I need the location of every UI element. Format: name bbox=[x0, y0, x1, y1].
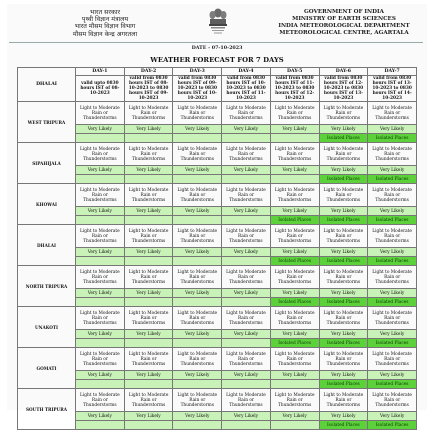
likelihood-cell: Very Likely bbox=[173, 125, 222, 134]
likelihood-cell: Very Likely bbox=[124, 330, 173, 339]
likelihood-cell: Very Likely bbox=[222, 289, 271, 298]
warning-cell: Isolated Places bbox=[368, 421, 417, 430]
forecast-cell: Light to Moderate Rain or Thunderstorms bbox=[76, 266, 125, 289]
warning-cell bbox=[173, 380, 222, 389]
forecast-cell: Light to Moderate Rain or Thunderstorms bbox=[270, 266, 319, 289]
likelihood-cell: Very Likely bbox=[270, 412, 319, 421]
forecast-cell: Light to Moderate Rain or Thunderstorms bbox=[173, 348, 222, 371]
english-line: INDIA METEOROLOGICAL DEPARTMENT bbox=[278, 23, 410, 29]
likelihood-cell: Very Likely bbox=[124, 289, 173, 298]
likelihood-cell: Very Likely bbox=[124, 125, 173, 134]
validity-cell: valid from 0830 hours IST of 13-10-2023 to 0830 hours IST of 14-10-2023 bbox=[368, 76, 417, 102]
warning-cell bbox=[173, 216, 222, 225]
likelihood-cell: Very Likely bbox=[270, 371, 319, 380]
warning-cell: Isolated Places bbox=[270, 216, 319, 225]
forecast-cell: Light to Moderate Rain or Thunderstorms bbox=[124, 348, 173, 371]
day-header: DAY-3 bbox=[173, 68, 222, 76]
forecast-cell: Light to Moderate Rain or Thunderstorms bbox=[173, 225, 222, 248]
warning-cell: Isolated Places bbox=[319, 380, 368, 389]
likelihood-cell: Very Likely bbox=[173, 248, 222, 257]
likelihood-cell: Very Likely bbox=[270, 289, 319, 298]
likelihood-cell: Very Likely bbox=[173, 412, 222, 421]
warning-cell bbox=[76, 339, 125, 348]
forecast-cell: Light to Moderate Rain or Thunderstorms bbox=[368, 102, 417, 125]
validity-cell: valid from 0830 hours IST of 12-10-2023 to 0830 hours IST of 13-10-2023 bbox=[319, 76, 368, 102]
forecast-cell: Light to Moderate Rain or Thunderstorms bbox=[368, 143, 417, 166]
likelihood-row bbox=[18, 371, 417, 380]
header-divider bbox=[9, 42, 423, 43]
likelihood-cell: Very Likely bbox=[173, 330, 222, 339]
likelihood-cell: Very Likely bbox=[270, 248, 319, 257]
likelihood-cell: Very Likely bbox=[76, 371, 125, 380]
likelihood-row bbox=[18, 207, 417, 216]
warning-row bbox=[18, 339, 417, 348]
forecast-cell: Light to Moderate Rain or Thunderstorms bbox=[368, 348, 417, 371]
warning-cell bbox=[76, 298, 125, 307]
warning-cell bbox=[76, 380, 125, 389]
likelihood-cell: Very Likely bbox=[76, 125, 125, 134]
forecast-cell: Light to Moderate Rain or Thunderstorms bbox=[319, 184, 368, 207]
likelihood-cell: Very Likely bbox=[222, 330, 271, 339]
district-name: DHALAI bbox=[18, 225, 76, 266]
forecast-cell: Light to Moderate Rain or Thunderstorms bbox=[76, 143, 125, 166]
forecast-cell: Light to Moderate Rain or Thunderstorms bbox=[173, 102, 222, 125]
warning-cell: Isolated Places bbox=[368, 380, 417, 389]
warning-row bbox=[18, 298, 417, 307]
forecast-cell: Light to Moderate Rain or Thunderstorms bbox=[76, 307, 125, 330]
warning-cell bbox=[173, 175, 222, 184]
forecast-cell: Light to Moderate Rain or Thunderstorms bbox=[222, 143, 271, 166]
warning-cell bbox=[222, 339, 271, 348]
district-forecast-row bbox=[18, 225, 417, 248]
warning-cell: Isolated Places bbox=[319, 175, 368, 184]
warning-cell: Isolated Places bbox=[270, 298, 319, 307]
warning-cell: Isolated Places bbox=[368, 257, 417, 266]
likelihood-cell: Very Likely bbox=[270, 166, 319, 175]
district-name: UNAKOTI bbox=[18, 307, 76, 348]
likelihood-cell: Very Likely bbox=[319, 166, 368, 175]
likelihood-cell: Very Likely bbox=[319, 207, 368, 216]
forecast-cell: Light to Moderate Rain or Thunderstorms bbox=[222, 184, 271, 207]
likelihood-cell: Very Likely bbox=[270, 330, 319, 339]
likelihood-cell: Very Likely bbox=[173, 166, 222, 175]
validity-cell: valid from 0830 hours IST of 10-10-2023 to 0830 hours IST of 11-10-2023 bbox=[222, 76, 271, 102]
issue-date: DATE - 07-10-2023 bbox=[191, 45, 243, 51]
hindi-line: मौसम विज्ञान केन्द्र अगरतला bbox=[72, 30, 138, 38]
likelihood-cell: Very Likely bbox=[368, 412, 417, 421]
validity-cell: valid from 0830 hours IST of 09-10-2023 to 0830 hours IST of 10-10-2023 bbox=[173, 76, 222, 102]
warning-cell bbox=[76, 216, 125, 225]
warning-cell bbox=[222, 257, 271, 266]
warning-cell bbox=[270, 134, 319, 143]
warning-cell: Isolated Places bbox=[270, 257, 319, 266]
forecast-cell: Light to Moderate Rain or Thunderstorms bbox=[319, 266, 368, 289]
warning-cell bbox=[222, 216, 271, 225]
forecast-cell: Light to Moderate Rain or Thunderstorms bbox=[76, 348, 125, 371]
likelihood-row bbox=[18, 248, 417, 257]
warning-cell: Isolated Places bbox=[368, 298, 417, 307]
forecast-cell: Light to Moderate Rain or Thunderstorms bbox=[222, 266, 271, 289]
likelihood-cell: Very Likely bbox=[222, 371, 271, 380]
warning-cell: Isolated Places bbox=[368, 175, 417, 184]
likelihood-cell: Very Likely bbox=[76, 248, 125, 257]
likelihood-cell: Very Likely bbox=[76, 166, 125, 175]
warning-cell: Isolated Places bbox=[319, 257, 368, 266]
forecast-cell: Light to Moderate Rain or Thunderstorms bbox=[124, 266, 173, 289]
warning-cell: Isolated Places bbox=[319, 339, 368, 348]
national-emblem-icon bbox=[206, 6, 230, 38]
district-forecast-row bbox=[18, 143, 417, 166]
likelihood-cell: Very Likely bbox=[368, 289, 417, 298]
forecast-cell: Light to Moderate Rain or Thunderstorms bbox=[319, 225, 368, 248]
validity-cell: valid from 0830 hours IST of 11-10-2023 to 0830 hours IST of 12-10-2023 bbox=[270, 76, 319, 102]
forecast-cell: Light to Moderate Rain or Thunderstorms bbox=[222, 348, 271, 371]
forecast-cell: Light to Moderate Rain or Thunderstorms bbox=[222, 389, 271, 412]
warning-cell bbox=[222, 421, 271, 430]
warning-cell: Isolated Places bbox=[319, 134, 368, 143]
corner-cell: DHALAI bbox=[18, 68, 76, 102]
forecast-cell: Light to Moderate Rain or Thunderstorms bbox=[270, 143, 319, 166]
likelihood-cell: Very Likely bbox=[173, 207, 222, 216]
forecast-cell: Light to Moderate Rain or Thunderstorms bbox=[173, 184, 222, 207]
english-letterhead bbox=[269, 9, 419, 37]
forecast-cell: Light to Moderate Rain or Thunderstorms bbox=[270, 348, 319, 371]
warning-cell bbox=[270, 380, 319, 389]
likelihood-cell: Very Likely bbox=[124, 248, 173, 257]
warning-cell bbox=[76, 257, 125, 266]
district-name: SIPAHIJALA bbox=[18, 143, 76, 184]
warning-cell bbox=[222, 175, 271, 184]
warning-cell: Isolated Places bbox=[368, 134, 417, 143]
warning-cell bbox=[173, 339, 222, 348]
warning-cell: Isolated Places bbox=[319, 421, 368, 430]
likelihood-cell: Very Likely bbox=[173, 289, 222, 298]
forecast-cell: Light to Moderate Rain or Thunderstorms bbox=[173, 143, 222, 166]
forecast-cell: Light to Moderate Rain or Thunderstorms bbox=[270, 389, 319, 412]
likelihood-cell: Very Likely bbox=[319, 248, 368, 257]
likelihood-row bbox=[18, 125, 417, 134]
warning-cell bbox=[124, 380, 173, 389]
forecast-body bbox=[18, 102, 417, 430]
day-header: DAY-4 bbox=[222, 68, 271, 76]
forecast-cell: Light to Moderate Rain or Thunderstorms bbox=[173, 266, 222, 289]
forecast-cell: Light to Moderate Rain or Thunderstorms bbox=[368, 266, 417, 289]
likelihood-cell: Very Likely bbox=[76, 289, 125, 298]
likelihood-cell: Very Likely bbox=[222, 207, 271, 216]
forecast-title: WEATHER FORECAST FOR 7 DAYS bbox=[150, 56, 284, 64]
hindi-line: भारत सरकार bbox=[89, 9, 121, 16]
forecast-cell: Light to Moderate Rain or Thunderstorms bbox=[270, 225, 319, 248]
district-name: GOMATI bbox=[18, 348, 76, 389]
likelihood-cell: Very Likely bbox=[368, 330, 417, 339]
forecast-cell: Light to Moderate Rain or Thunderstorms bbox=[270, 184, 319, 207]
day-header-row bbox=[18, 68, 417, 76]
warning-cell bbox=[270, 175, 319, 184]
forecast-cell: Light to Moderate Rain or Thunderstorms bbox=[319, 348, 368, 371]
english-line: MINISTRY OF EARTH SCIENCES bbox=[292, 16, 396, 22]
warning-cell bbox=[222, 298, 271, 307]
likelihood-cell: Very Likely bbox=[319, 371, 368, 380]
warning-row bbox=[18, 380, 417, 389]
forecast-cell: Light to Moderate Rain or Thunderstorms bbox=[222, 102, 271, 125]
validity-row bbox=[18, 76, 417, 102]
likelihood-cell: Very Likely bbox=[222, 125, 271, 134]
forecast-cell: Light to Moderate Rain or Thunderstorms bbox=[368, 389, 417, 412]
forecast-document bbox=[7, 4, 427, 428]
forecast-cell: Light to Moderate Rain or Thunderstorms bbox=[319, 143, 368, 166]
warning-cell bbox=[222, 134, 271, 143]
warning-cell bbox=[124, 298, 173, 307]
forecast-cell: Light to Moderate Rain or Thunderstorms bbox=[124, 307, 173, 330]
document-header bbox=[7, 4, 427, 42]
day-header: DAY-1 bbox=[76, 68, 125, 76]
district-name: SOUTH TRIPURA bbox=[18, 389, 76, 430]
likelihood-cell: Very Likely bbox=[124, 371, 173, 380]
validity-cell: valid from 0830 hours IST of 08-10-2023 to 0830 hours IST of 09-10-2023 bbox=[124, 76, 173, 102]
forecast-cell: Light to Moderate Rain or Thunderstorms bbox=[124, 389, 173, 412]
forecast-cell: Light to Moderate Rain or Thunderstorms bbox=[124, 184, 173, 207]
district-forecast-row bbox=[18, 348, 417, 371]
warning-cell bbox=[76, 421, 125, 430]
forecast-cell: Light to Moderate Rain or Thunderstorms bbox=[124, 143, 173, 166]
likelihood-cell: Very Likely bbox=[368, 371, 417, 380]
likelihood-row bbox=[18, 330, 417, 339]
likelihood-row bbox=[18, 289, 417, 298]
likelihood-cell: Very Likely bbox=[222, 412, 271, 421]
district-forecast-row bbox=[18, 266, 417, 289]
warning-cell bbox=[124, 175, 173, 184]
district-forecast-row bbox=[18, 307, 417, 330]
likelihood-cell: Very Likely bbox=[76, 330, 125, 339]
hindi-line: पृथ्वी विज्ञान मंत्रालय bbox=[81, 16, 129, 24]
forecast-cell: Light to Moderate Rain or Thunderstorms bbox=[368, 307, 417, 330]
warning-cell bbox=[124, 216, 173, 225]
likelihood-cell: Very Likely bbox=[368, 248, 417, 257]
warning-row bbox=[18, 134, 417, 143]
day-header: DAY-2 bbox=[124, 68, 173, 76]
likelihood-cell: Very Likely bbox=[270, 207, 319, 216]
forecast-cell: Light to Moderate Rain or Thunderstorms bbox=[222, 225, 271, 248]
warning-cell: Isolated Places bbox=[368, 216, 417, 225]
forecast-cell: Light to Moderate Rain or Thunderstorms bbox=[319, 307, 368, 330]
english-line: GOVERNMENT OF INDIA bbox=[304, 9, 384, 15]
district-name: NORTH TRIPURA bbox=[18, 266, 76, 307]
likelihood-cell: Very Likely bbox=[173, 371, 222, 380]
likelihood-cell: Very Likely bbox=[124, 166, 173, 175]
hindi-line: भारत मौसम विज्ञान विभाग bbox=[74, 23, 136, 31]
warning-cell bbox=[124, 339, 173, 348]
warning-cell bbox=[124, 257, 173, 266]
district-name: WEST TRIPURA bbox=[18, 102, 76, 143]
warning-cell bbox=[173, 257, 222, 266]
warning-cell bbox=[173, 421, 222, 430]
day-header: DAY-7 bbox=[368, 68, 417, 76]
warning-row bbox=[18, 257, 417, 266]
warning-cell: Isolated Places bbox=[319, 298, 368, 307]
district-forecast-row bbox=[18, 102, 417, 125]
likelihood-row bbox=[18, 412, 417, 421]
likelihood-cell: Very Likely bbox=[222, 248, 271, 257]
forecast-cell: Light to Moderate Rain or Thunderstorms bbox=[270, 102, 319, 125]
warning-cell: Isolated Places bbox=[270, 339, 319, 348]
likelihood-cell: Very Likely bbox=[368, 125, 417, 134]
warning-cell bbox=[173, 298, 222, 307]
forecast-cell: Light to Moderate Rain or Thunderstorms bbox=[76, 389, 125, 412]
likelihood-cell: Very Likely bbox=[368, 166, 417, 175]
likelihood-cell: Very Likely bbox=[76, 207, 125, 216]
forecast-cell: Light to Moderate Rain or Thunderstorms bbox=[76, 225, 125, 248]
warning-cell bbox=[173, 134, 222, 143]
likelihood-cell: Very Likely bbox=[319, 330, 368, 339]
forecast-table bbox=[17, 67, 417, 430]
warning-cell bbox=[76, 134, 125, 143]
english-line: METEOROLOGICAL CENTRE, AGARTALA bbox=[279, 30, 409, 36]
likelihood-row bbox=[18, 166, 417, 175]
warning-cell bbox=[76, 175, 125, 184]
forecast-cell: Light to Moderate Rain or Thunderstorms bbox=[173, 389, 222, 412]
forecast-cell: Light to Moderate Rain or Thunderstorms bbox=[76, 102, 125, 125]
likelihood-cell: Very Likely bbox=[124, 207, 173, 216]
forecast-cell: Light to Moderate Rain or Thunderstorms bbox=[124, 225, 173, 248]
day-header: DAY-6 bbox=[319, 68, 368, 76]
warning-cell: Isolated Places bbox=[319, 216, 368, 225]
forecast-cell: Light to Moderate Rain or Thunderstorms bbox=[124, 102, 173, 125]
warning-cell bbox=[124, 134, 173, 143]
warning-cell: Isolated Places bbox=[368, 339, 417, 348]
forecast-cell: Light to Moderate Rain or Thunderstorms bbox=[173, 307, 222, 330]
warning-cell bbox=[270, 421, 319, 430]
likelihood-cell: Very Likely bbox=[222, 166, 271, 175]
district-forecast-row bbox=[18, 389, 417, 412]
hindi-letterhead bbox=[45, 9, 165, 38]
likelihood-cell: Very Likely bbox=[368, 207, 417, 216]
warning-row bbox=[18, 421, 417, 430]
forecast-cell: Light to Moderate Rain or Thunderstorms bbox=[222, 307, 271, 330]
likelihood-cell: Very Likely bbox=[270, 125, 319, 134]
forecast-cell: Light to Moderate Rain or Thunderstorms bbox=[270, 307, 319, 330]
district-name: KHOWAI bbox=[18, 184, 76, 225]
validity-cell: valid upto 0830 hours IST of 08-10-2023 bbox=[76, 76, 125, 102]
warning-cell bbox=[222, 380, 271, 389]
likelihood-cell: Very Likely bbox=[319, 125, 368, 134]
likelihood-cell: Very Likely bbox=[319, 289, 368, 298]
warning-row bbox=[18, 216, 417, 225]
forecast-cell: Light to Moderate Rain or Thunderstorms bbox=[76, 184, 125, 207]
likelihood-cell: Very Likely bbox=[76, 412, 125, 421]
warning-cell bbox=[124, 421, 173, 430]
forecast-cell: Light to Moderate Rain or Thunderstorms bbox=[319, 102, 368, 125]
day-header: DAY-5 bbox=[270, 68, 319, 76]
forecast-cell: Light to Moderate Rain or Thunderstorms bbox=[368, 225, 417, 248]
forecast-cell: Light to Moderate Rain or Thunderstorms bbox=[368, 184, 417, 207]
district-forecast-row bbox=[18, 184, 417, 207]
warning-row bbox=[18, 175, 417, 184]
likelihood-cell: Very Likely bbox=[124, 412, 173, 421]
likelihood-cell: Very Likely bbox=[319, 412, 368, 421]
forecast-cell: Light to Moderate Rain or Thunderstorms bbox=[319, 389, 368, 412]
